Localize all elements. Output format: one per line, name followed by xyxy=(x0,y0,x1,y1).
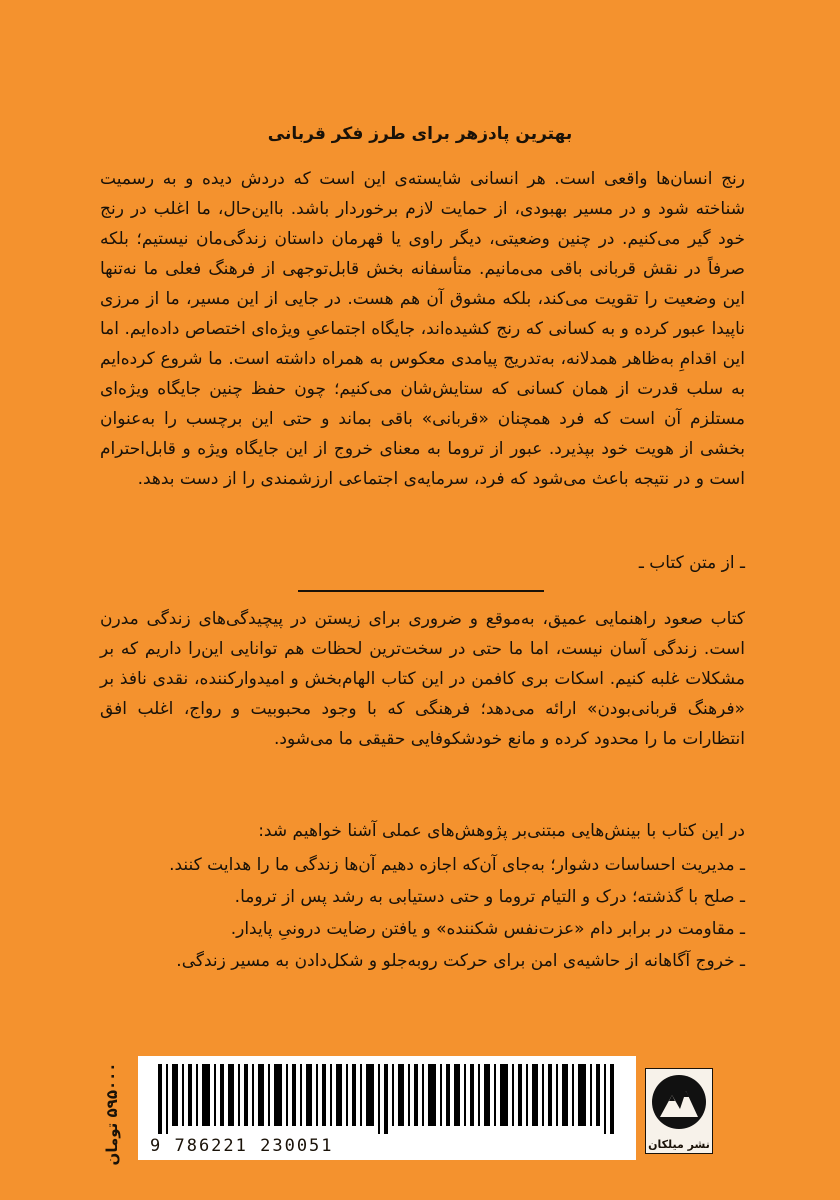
publisher-name: نشر میلکان xyxy=(648,1138,710,1151)
barcode-bars xyxy=(158,1064,618,1134)
insight-item: ـ مقاومت در برابر دام «عزت‌نفس شکننده» و یافتن رضایت درونیِ پایدار. xyxy=(230,919,745,939)
book-description: کتاب صعود راهنمایی عمیق، به‌موقع و ضروری برای زیستن در پیچیدگی‌های زندگی مدرن است. زندگی آسان نیست، اما ما حتی در سخت‌ترین لحظات هم توانایی این‌را داریم که بر مشکلات غلبه کنیم. اسکات بری کافمن در این کتاب الهام‌بخش و امیدوارکننده، نقدی نافذ بر «فرهنگ قربانی‌بودن» ارائه می‌دهد؛ فرهنگی که با وجود محبوبیت و رواج، اغلب افق انتظارات ما را محدود کرده و مانع خودشکوفایی حقیقی ما می‌شود. xyxy=(100,609,745,749)
publisher-logo xyxy=(645,1068,713,1154)
insight-item: ـ مدیریت احساسات دشوار؛ به‌جای آن‌که اجازه دهیم آن‌ها زندگی ما را هدایت کنند. xyxy=(169,855,745,875)
divider xyxy=(298,590,544,592)
insights-intro: در این کتاب با بینش‌هایی مبتنی‌بر پژوهش‌های عملی آشنا خواهیم شد: xyxy=(258,821,745,841)
page-title: بهترین پادزهر برای طرز فکر قربانی xyxy=(267,124,573,144)
price-text: ۵۹۵۰۰۰ تومان xyxy=(103,1062,121,1166)
book-excerpt: رنج انسان‌ها واقعی است. هر انسانی شایسته‌ی این است که دردش دیده و به رسمیت شناخته شود و در مسیر بهبودی، از حمایت لازم برخوردار باشد. بااین‌حال، ما اغلب در رنج خود گیر می‌کنیم. در چنین وضعیتی، دیگر راوی یا قهرمان داستان زندگی‌مان نیستیم؛ بلکه صرفاً در نقش قربانی باقی می‌مانیم. متأسفانه بخش قابل‌توجهی از فرهنگ فعلی ما نه‌تنها این وضعیت را تقویت می‌کند، بلکه مشوق آن هم هست. در جایی از این مسیر، ما از مرزی ناپیدا عبور کرده و به کسانی که رنج کشیده‌اند، جایگاه اجتماعیِ ویژه‌ای اختصاص داده‌ایم. اما این اقدامِ به‌ظاهر همدلانه، به‌تدریج پیامدی معکوس به همراه داشته است. ما شروع کرده‌ایم به سلب قدرت از همان کسانی که ستایش‌شان می‌کنیم؛ چون حفظ چنین جایگاه ویژه‌ای مستلزم آن است که فرد همچنان «قربانی» باقی بماند و حتی این برچسب را به‌عنوان بخشی از هویت خود بپذیرد. عبور از تروما به معنای خروج از این جایگاه ویژه و قابل‌احترام است و در نتیجه باعث می‌شود که فرد، سرمایه‌ی اجتماعی ارزشمندی را از دست بدهد. xyxy=(100,169,745,489)
mountain-logo-icon xyxy=(652,1075,706,1129)
excerpt-source: ـ از متن کتاب ـ xyxy=(638,553,745,573)
insight-item: ـ خروج آگاهانه از حاشیه‌ی امن برای حرکت روبه‌جلو و شکل‌دادن به مسیر زندگی. xyxy=(176,951,745,971)
isbn-number: 9 786221 230051 xyxy=(150,1136,334,1156)
barcode xyxy=(138,1056,636,1160)
insight-item: ـ صلح با گذشته؛ درک و التیام تروما و حتی دستیابی به رشد پس از تروما. xyxy=(234,887,745,907)
price-label xyxy=(92,1062,132,1166)
